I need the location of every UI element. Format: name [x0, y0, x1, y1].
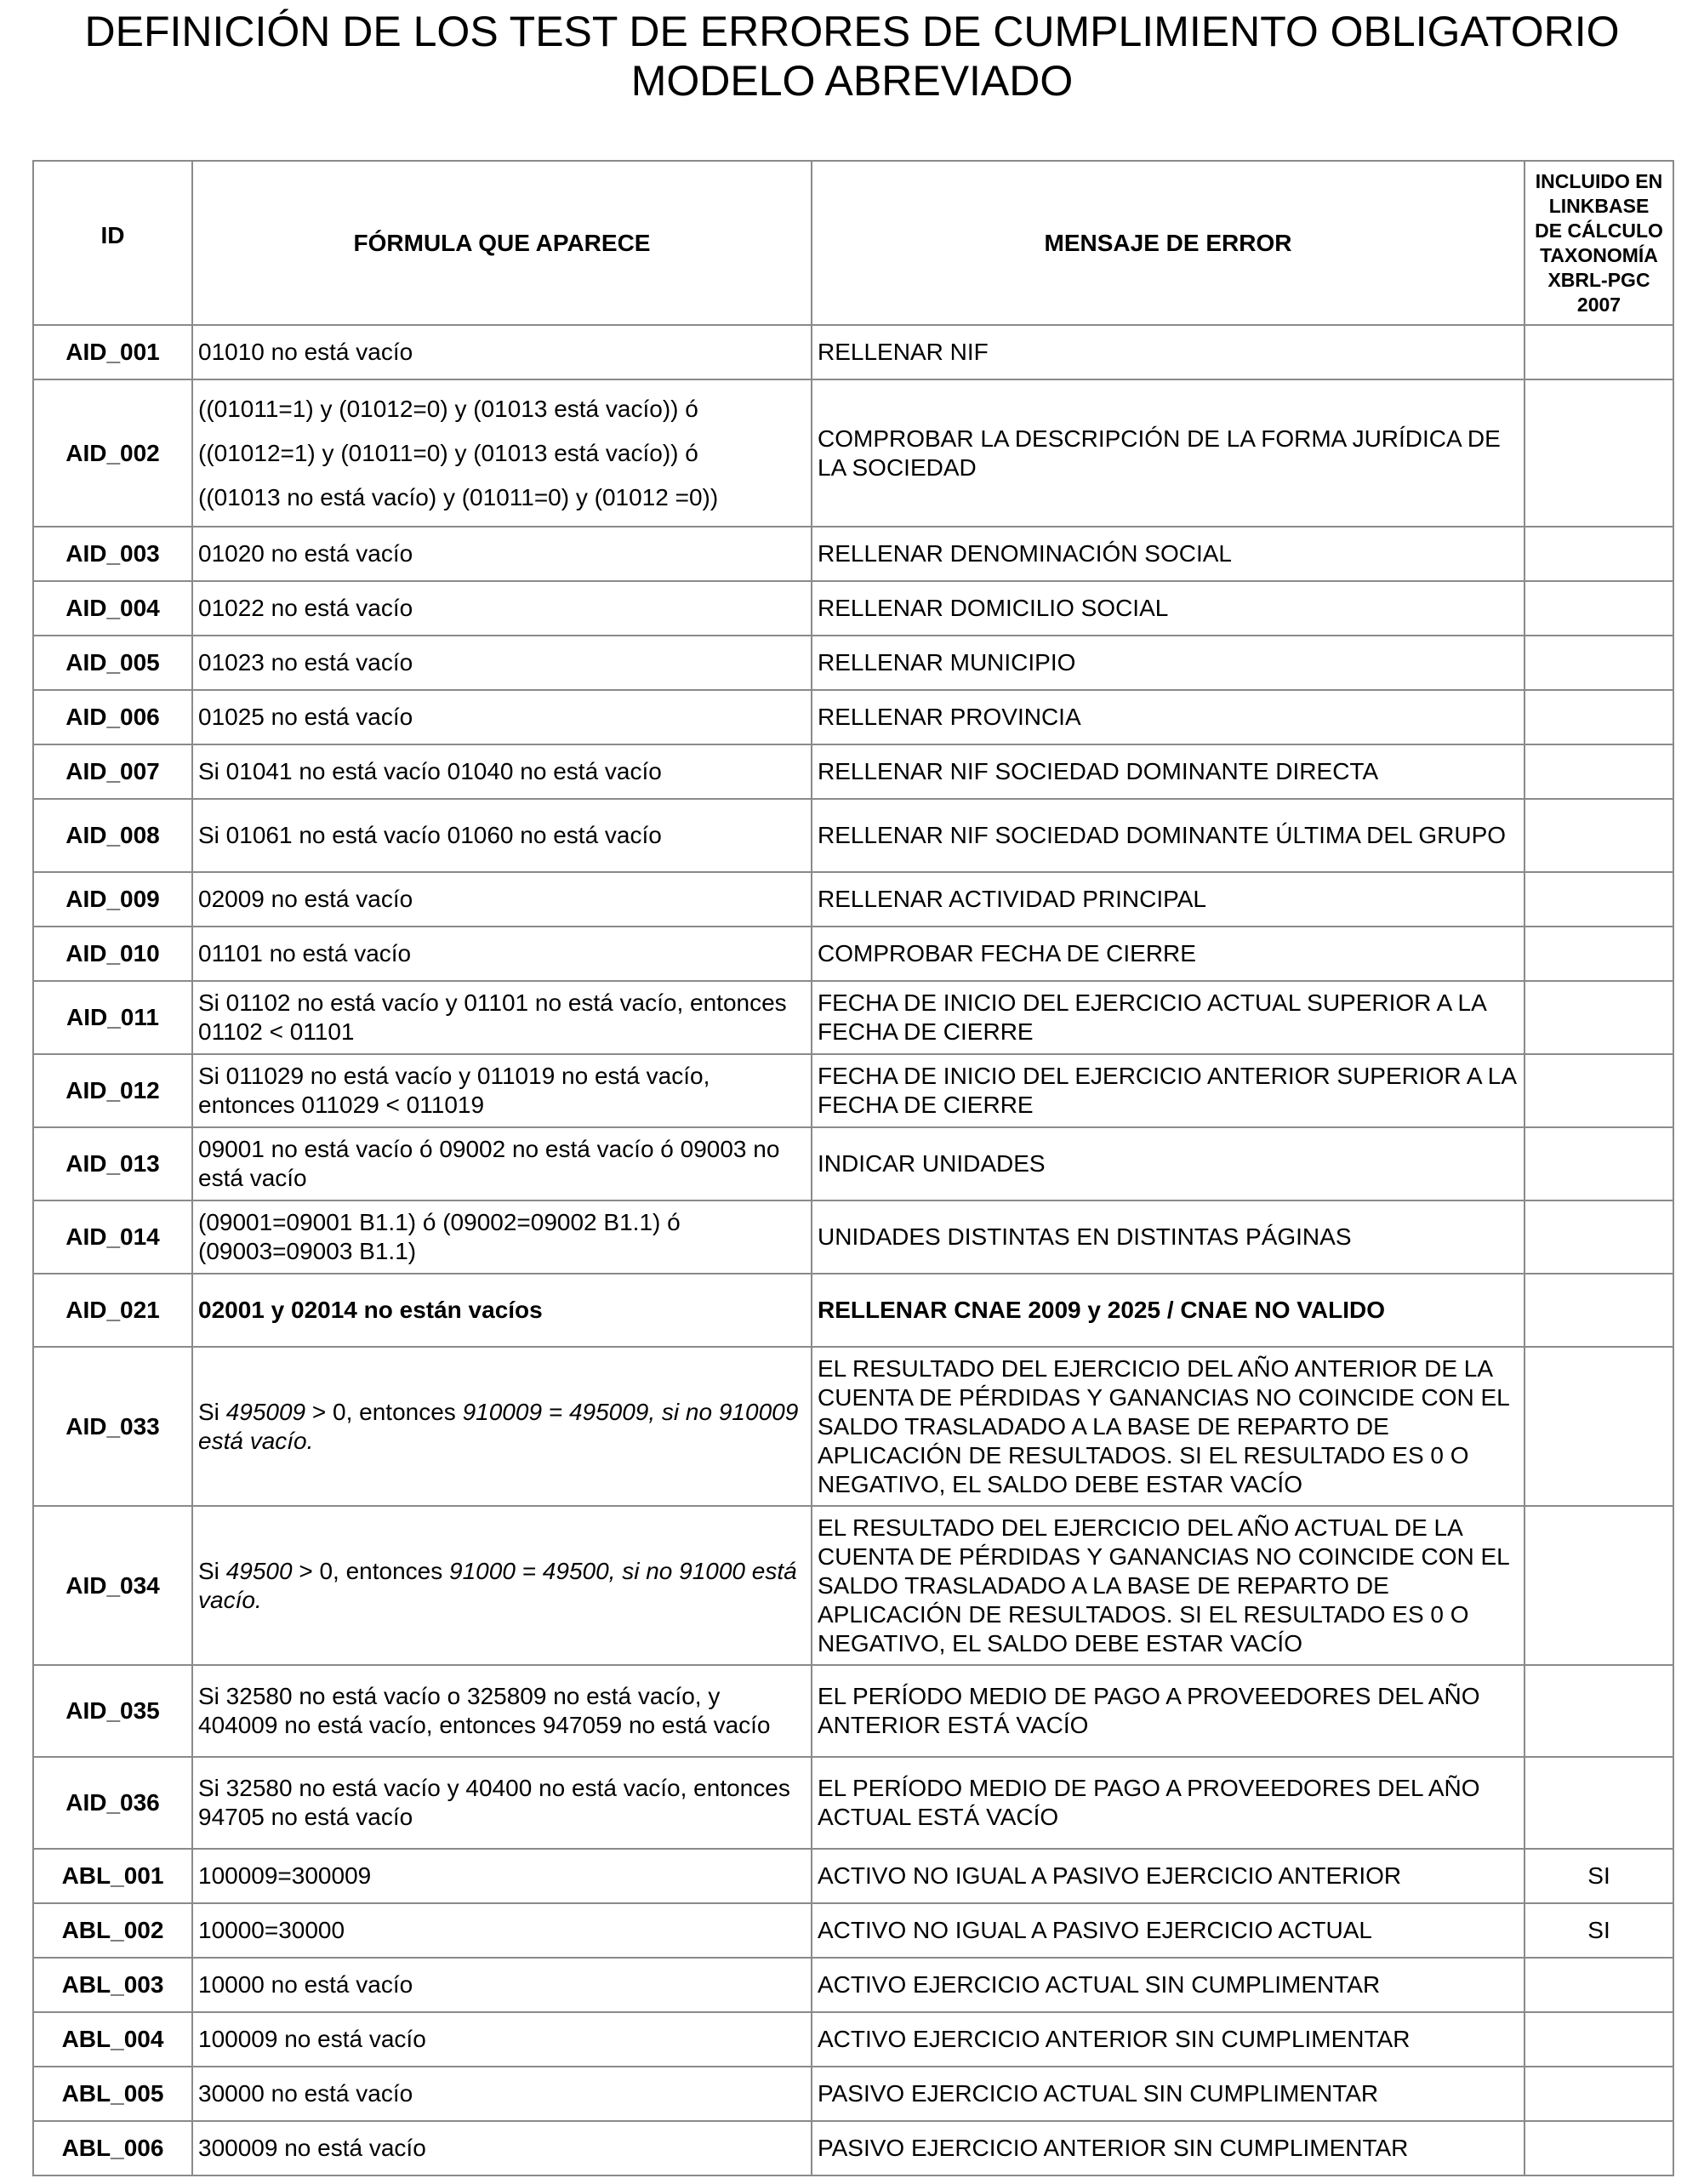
row-formula: Si 32580 no está vacío o 325809 no está vacío, y 404009 no está vacío, entonces 947059 no está vacío — [192, 1665, 812, 1757]
header-included-line: 2007 — [1576, 293, 1621, 316]
row-message: RELLENAR DOMICILIO SOCIAL — [812, 581, 1524, 636]
row-formula: 01101 no está vacío — [192, 927, 812, 981]
header-included — [1524, 161, 1673, 325]
row-formula: Si 32580 no está vacío y 40400 no está vacío, entonces 94705 no está vacío — [192, 1757, 812, 1849]
table-row — [33, 1903, 1673, 1958]
row-included — [1524, 636, 1673, 690]
row-message: FECHA DE INICIO DEL EJERCICIO ACTUAL SUPERIOR A LA FECHA DE CIERRE — [812, 981, 1524, 1054]
row-formula: 02009 no está vacío — [192, 872, 812, 927]
row-message: INDICAR UNIDADES — [812, 1127, 1524, 1200]
header-message: MENSAJE DE ERROR — [812, 161, 1524, 325]
row-message: EL RESULTADO DEL EJERCICIO DEL AÑO ANTERIOR DE LA CUENTA DE PÉRDIDAS Y GANANCIAS NO COINCIDE CON EL SALDO TRASLADADO A LA BASE DE REPARTO DE APLICACIÓN DE RESULTADOS. SI EL RESULTADO ES 0 O NEGATIVO, EL SALDO DEBE ESTAR VACÍO — [812, 1347, 1524, 1506]
table-row — [33, 1665, 1673, 1757]
row-message: PASIVO EJERCICIO ANTERIOR SIN CUMPLIMENTAR — [812, 2121, 1524, 2175]
row-formula: 01020 no está vacío — [192, 527, 812, 581]
row-id: AID_002 — [33, 379, 192, 527]
row-id: AID_010 — [33, 927, 192, 981]
row-formula: 01022 no está vacío — [192, 581, 812, 636]
row-id: AID_021 — [33, 1274, 192, 1347]
header-included-line: XBRL-PGC — [1547, 268, 1650, 291]
row-formula: Si 01041 no está vacío 01040 no está vacío — [192, 744, 812, 799]
row-formula: 01023 no está vacío — [192, 636, 812, 690]
title-line-2: MODELO ABREVIADO — [630, 57, 1074, 105]
row-message: RELLENAR ACTIVIDAD PRINCIPAL — [812, 872, 1524, 927]
row-included — [1524, 325, 1673, 379]
row-id: AID_011 — [33, 981, 192, 1054]
row-message: RELLENAR NIF — [812, 325, 1524, 379]
header-included-line: LINKBASE — [1548, 194, 1650, 217]
row-included: SI — [1524, 1849, 1673, 1903]
row-message: RELLENAR NIF SOCIEDAD DOMINANTE DIRECTA — [812, 744, 1524, 799]
row-id: AID_013 — [33, 1127, 192, 1200]
row-message: ACTIVO EJERCICIO ACTUAL SIN CUMPLIMENTAR — [812, 1958, 1524, 2012]
row-message: COMPROBAR LA DESCRIPCIÓN DE LA FORMA JURÍDICA DE LA SOCIEDAD — [812, 379, 1524, 527]
row-included — [1524, 981, 1673, 1054]
row-included — [1524, 799, 1673, 872]
row-id: AID_035 — [33, 1665, 192, 1757]
row-included — [1524, 2121, 1673, 2175]
row-message: RELLENAR MUNICIPIO — [812, 636, 1524, 690]
row-id: AID_036 — [33, 1757, 192, 1849]
row-included: SI — [1524, 1903, 1673, 1958]
row-id: AID_006 — [33, 690, 192, 744]
row-included — [1524, 927, 1673, 981]
row-included — [1524, 1757, 1673, 1849]
row-included — [1524, 1274, 1673, 1347]
row-id: ABL_005 — [33, 2067, 192, 2121]
formula-text-italic: 495009 — [225, 1398, 306, 1425]
row-included — [1524, 1054, 1673, 1127]
table-row — [33, 2067, 1673, 2121]
row-included — [1524, 1347, 1673, 1506]
row-formula — [192, 1506, 812, 1665]
table-row — [33, 1200, 1673, 1274]
row-formula: Si 01102 no está vacío y 01101 no está vacío, entonces 01102 < 01101 — [192, 981, 812, 1054]
table-row — [33, 744, 1673, 799]
row-id: AID_009 — [33, 872, 192, 927]
row-message: PASIVO EJERCICIO ACTUAL SIN CUMPLIMENTAR — [812, 2067, 1524, 2121]
row-message: EL PERÍODO MEDIO DE PAGO A PROVEEDORES DEL AÑO ACTUAL ESTÁ VACÍO — [812, 1757, 1524, 1849]
row-formula: 01025 no está vacío — [192, 690, 812, 744]
table-row — [33, 1347, 1673, 1506]
row-formula: (09001=09001 B1.1) ó (09002=09002 B1.1) ó (09003=09003 B1.1) — [192, 1200, 812, 1274]
table-row — [33, 872, 1673, 927]
table-row — [33, 1849, 1673, 1903]
row-id: ABL_001 — [33, 1849, 192, 1903]
row-message: COMPROBAR FECHA DE CIERRE — [812, 927, 1524, 981]
row-formula: 100009 no está vacío — [192, 2012, 812, 2067]
row-message: RELLENAR PROVINCIA — [812, 690, 1524, 744]
row-formula: 10000=30000 — [192, 1903, 812, 1958]
table-header-row — [33, 161, 1673, 325]
document-title — [0, 7, 1704, 105]
formula-text-italic: 910009 = 495009, si no 910009 está vacío. — [198, 1398, 799, 1454]
row-id: AID_001 — [33, 325, 192, 379]
row-formula: Si 01061 no está vacío 01060 no está vacío — [192, 799, 812, 872]
header-id: ID — [33, 161, 192, 325]
row-id: ABL_002 — [33, 1903, 192, 1958]
row-formula: 300009 no está vacío — [192, 2121, 812, 2175]
error-tests-table — [32, 160, 1674, 2176]
row-included — [1524, 690, 1673, 744]
row-id: ABL_006 — [33, 2121, 192, 2175]
row-message: RELLENAR NIF SOCIEDAD DOMINANTE ÚLTIMA DEL GRUPO — [812, 799, 1524, 872]
table-row — [33, 981, 1673, 1054]
row-message: RELLENAR DENOMINACIÓN SOCIAL — [812, 527, 1524, 581]
row-included — [1524, 527, 1673, 581]
row-formula: 100009=300009 — [192, 1849, 812, 1903]
row-formula: 02001 y 02014 no están vacíos — [192, 1274, 812, 1347]
row-id: AID_034 — [33, 1506, 192, 1665]
row-message: FECHA DE INICIO DEL EJERCICIO ANTERIOR SUPERIOR A LA FECHA DE CIERRE — [812, 1054, 1524, 1127]
formula-text: Si — [198, 1398, 226, 1425]
row-formula: 01010 no está vacío — [192, 325, 812, 379]
table-row — [33, 2121, 1673, 2175]
row-formula: 30000 no está vacío — [192, 2067, 812, 2121]
row-id: AID_003 — [33, 527, 192, 581]
row-id: AID_004 — [33, 581, 192, 636]
row-message: ACTIVO NO IGUAL A PASIVO EJERCICIO ANTERIOR — [812, 1849, 1524, 1903]
formula-text-italic: 91000 = 49500, si no 91000 está vacío. — [198, 1557, 797, 1613]
row-formula: 10000 no está vacío — [192, 1958, 812, 2012]
table-row — [33, 927, 1673, 981]
header-formula: FÓRMULA QUE APARECE — [192, 161, 812, 325]
row-included — [1524, 1506, 1673, 1665]
row-message: EL RESULTADO DEL EJERCICIO DEL AÑO ACTUAL DE LA CUENTA DE PÉRDIDAS Y GANANCIAS NO COINCIDE CON EL SALDO TRASLADADO A LA BASE DE REPARTO DE APLICACIÓN DE RESULTADOS. SI EL RESULTADO ES 0 O NEGATIVO, EL SALDO DEBE ESTAR VACÍO — [812, 1506, 1524, 1665]
row-message: ACTIVO NO IGUAL A PASIVO EJERCICIO ACTUAL — [812, 1903, 1524, 1958]
header-included-line: TAXONOMÍA — [1540, 243, 1658, 266]
table-row — [33, 1757, 1673, 1849]
formula-text-italic: 49500 — [225, 1557, 293, 1584]
row-formula — [192, 379, 812, 527]
row-formula: 09001 no está vacío ó 09002 no está vacío ó 09003 no está vacío — [192, 1127, 812, 1200]
row-id: AID_008 — [33, 799, 192, 872]
table-row — [33, 527, 1673, 581]
formula-line: ((01013 no está vacío) y (01011=0) y (01012 =0)) — [198, 483, 719, 510]
row-id: ABL_003 — [33, 1958, 192, 2012]
table-row — [33, 1274, 1673, 1347]
row-included — [1524, 1200, 1673, 1274]
row-included — [1524, 379, 1673, 527]
row-included — [1524, 2067, 1673, 2121]
row-id: AID_014 — [33, 1200, 192, 1274]
table-row — [33, 325, 1673, 379]
row-id: ABL_004 — [33, 2012, 192, 2067]
row-id: AID_005 — [33, 636, 192, 690]
table-row — [33, 799, 1673, 872]
table-row — [33, 1127, 1673, 1200]
row-included — [1524, 872, 1673, 927]
formula-line: ((01012=1) y (01011=0) y (01013 está vacío)) ó — [198, 439, 698, 466]
row-included — [1524, 1665, 1673, 1757]
table-row — [33, 1958, 1673, 2012]
row-message: ACTIVO EJERCICIO ANTERIOR SIN CUMPLIMENTAR — [812, 2012, 1524, 2067]
row-message: UNIDADES DISTINTAS EN DISTINTAS PÁGINAS — [812, 1200, 1524, 1274]
row-included — [1524, 581, 1673, 636]
formula-text: Si — [198, 1557, 226, 1584]
table-row — [33, 690, 1673, 744]
formula-line: ((01011=1) y (01012=0) y (01013 está vacío)) ó — [198, 395, 698, 422]
row-included — [1524, 2012, 1673, 2067]
table-row — [33, 636, 1673, 690]
formula-text: > 0, entonces — [292, 1557, 450, 1584]
table-row — [33, 581, 1673, 636]
row-id: AID_033 — [33, 1347, 192, 1506]
table-row — [33, 379, 1673, 527]
header-included-line: DE CÁLCULO — [1535, 219, 1663, 242]
row-included — [1524, 1958, 1673, 2012]
table-row — [33, 1054, 1673, 1127]
table-row — [33, 1506, 1673, 1665]
row-message: EL PERÍODO MEDIO DE PAGO A PROVEEDORES DEL AÑO ANTERIOR ESTÁ VACÍO — [812, 1665, 1524, 1757]
title-line-1: DEFINICIÓN DE LOS TEST DE ERRORES DE CUMPLIMIENTO OBLIGATORIO — [84, 8, 1620, 55]
table-row — [33, 2012, 1673, 2067]
formula-text: > 0, entonces — [305, 1398, 463, 1425]
row-id: AID_007 — [33, 744, 192, 799]
header-included-line: INCLUIDO EN — [1535, 169, 1663, 192]
row-message: RELLENAR CNAE 2009 y 2025 / CNAE NO VALIDO — [812, 1274, 1524, 1347]
row-formula — [192, 1347, 812, 1506]
row-included — [1524, 1127, 1673, 1200]
row-formula: Si 011029 no está vacío y 011019 no está vacío, entonces 011029 < 011019 — [192, 1054, 812, 1127]
row-id: AID_012 — [33, 1054, 192, 1127]
row-included — [1524, 744, 1673, 799]
